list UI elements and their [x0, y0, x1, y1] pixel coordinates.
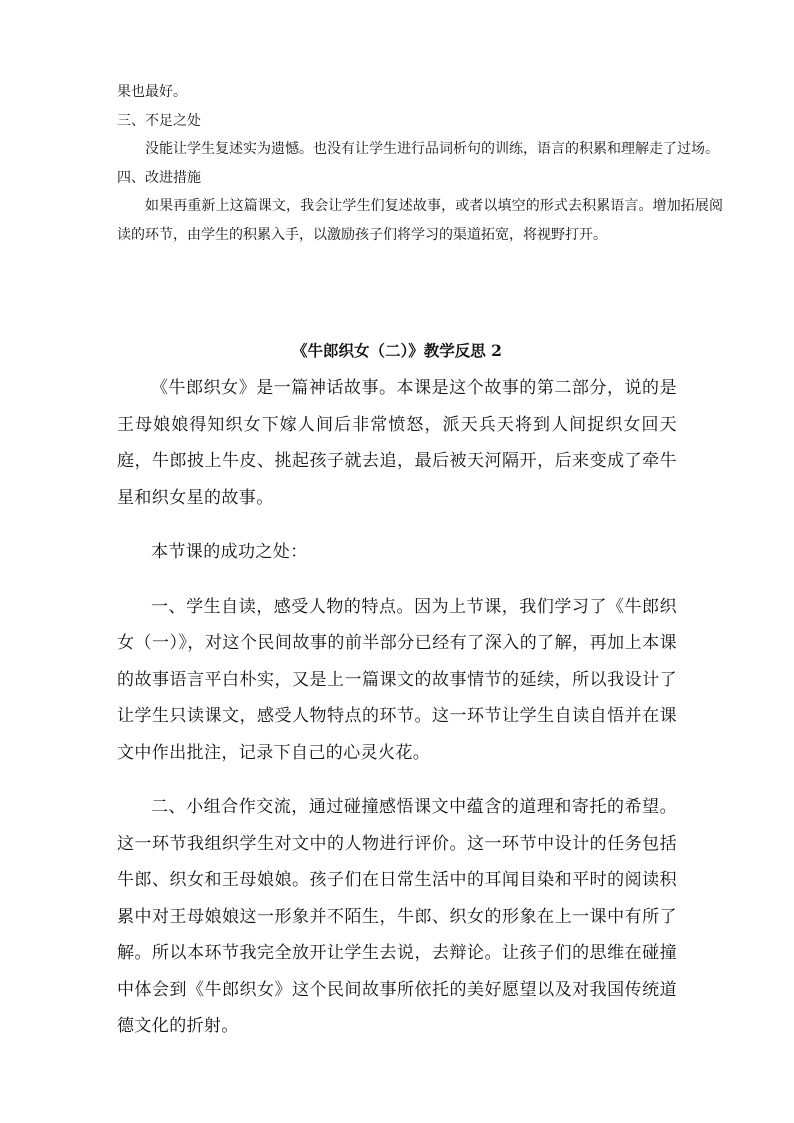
section-heading-shortcomings: 三、不足之处: [117, 112, 201, 129]
paragraph-point-two: 二、小组合作交流，通过碰撞感悟课文中蕴含的道理和寄托的希望。这一环节我组织学生对文中的人物进行评价。这一环节中设计的任务包括牛郎、织女和王母娘娘。孩子们在日常生活中的耳闻目染和平时的阅读积累中对王母娘娘这一形象并不陌生，牛郎、织女的形象在上一课中有所了解。所以本环节我完全放开让学生去说，去辩论。让孩子们的思维在碰撞中体会到《牛郎织女》这个民间故事所依托的美好愿望以及对我国传统道德文化的折射。: [117, 797, 677, 1036]
paragraph-continuation: 果也最好。: [117, 84, 187, 100]
section-heading-improvements: 四、改进措施: [117, 169, 201, 186]
document-title: 《牛郎织女（二）》教学反思 2: [292, 341, 502, 360]
reflection-part-1: [117, 78, 723, 249]
paragraph-improvements: 如果再重新上这篇课文，我会让学生们复述故事，或者以填空的形式去积累语言。增加拓展阅读的环节，由学生的积累入手，以激励孩子们将学习的渠道拓宽，将视野打开。: [117, 198, 723, 243]
paragraph-point-one: 一、学生自读，感受人物的特点。因为上节课，我们学习了《牛郎织女（一）》，对这个民间故事的前半部分已经有了深入的了解，再加上本课的故事语言平白朴实，又是上一篇课文的故事情节的延续，所以我设计了让学生只读课文，感受人物特点的环节。这一环节让学生自读自悟并在课文中作出批注，记录下自己的心灵火花。: [117, 596, 677, 763]
paragraph-intro: 《牛郎织女》是一篇神话故事。本课是这个故事的第二部分，说的是王母娘娘得知织女下嫁人间后非常愤怒，派天兵天将到人间捉织女回天庭，牛郎披上牛皮、挑起孩子就去追，最后被天河隔开，后来变成了牵牛星和织女星的故事。: [117, 378, 677, 508]
reflection-part-2: [117, 370, 677, 1045]
paragraph-success-heading: 本节课的成功之处：: [151, 542, 308, 562]
paragraph-shortcomings: 没能让学生复述实为遗憾。也没有让学生进行品词析句的训练，语言的积累和理解走了过场。: [145, 141, 719, 157]
